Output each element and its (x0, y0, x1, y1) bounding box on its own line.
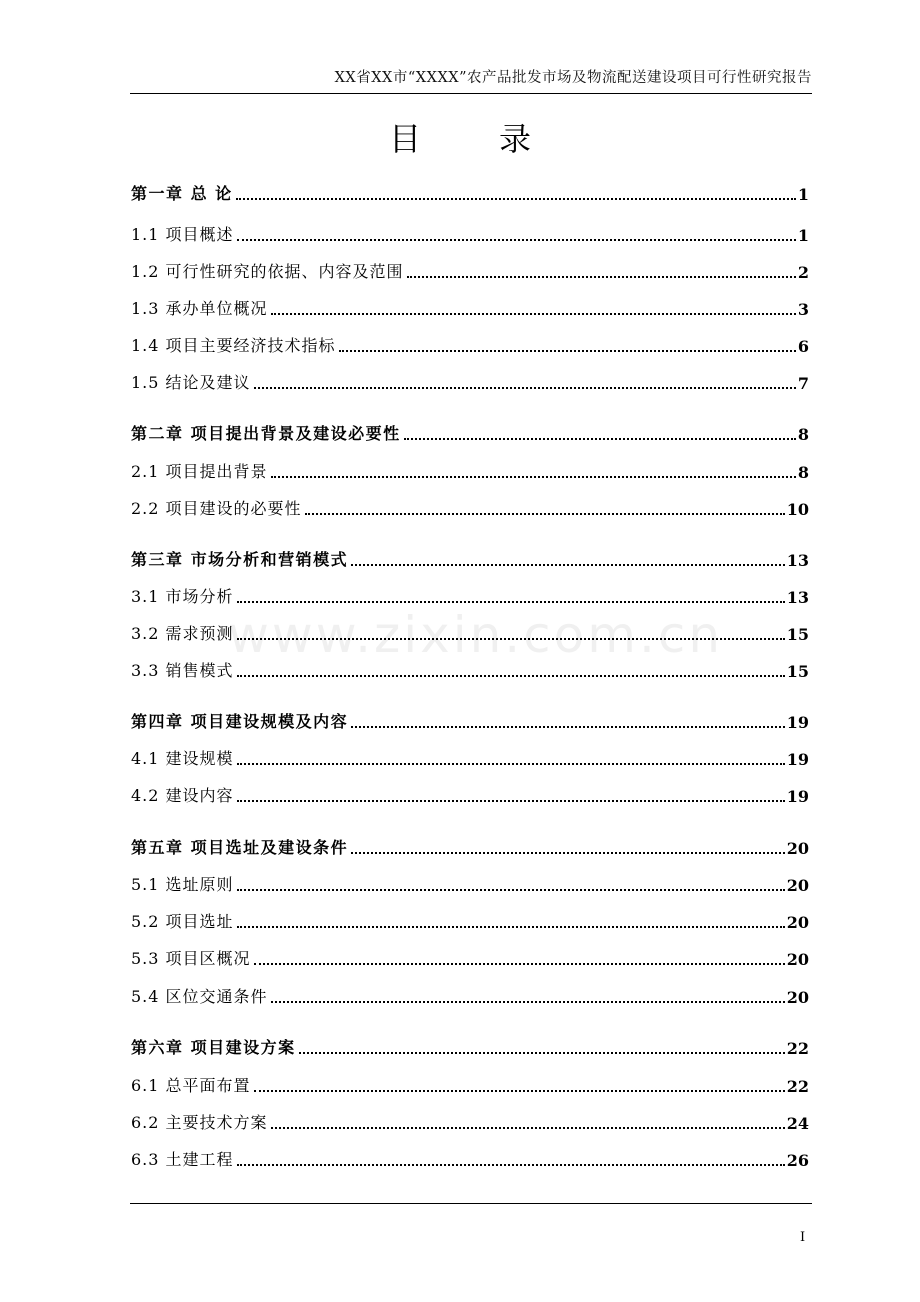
toc-page-number: 20 (786, 876, 809, 895)
toc-page-number: 19 (786, 713, 809, 732)
toc-leader-dots (237, 638, 785, 640)
toc-leader-dots (271, 476, 796, 478)
toc-chapter-entry[interactable] (131, 1034, 809, 1058)
toc-page-number: 7 (797, 374, 809, 393)
toc-section-entry[interactable] (131, 782, 809, 806)
toc-entry-label: 6.2 主要技术方案 (131, 1113, 268, 1132)
toc-page-number: 2 (797, 263, 809, 282)
toc-leader-dots (237, 601, 785, 603)
toc-page-number: 13 (786, 551, 809, 570)
toc-section-entry[interactable] (131, 295, 809, 319)
toc-leader-dots (254, 387, 796, 389)
toc-page-number: 20 (786, 839, 809, 858)
toc-entry-label: 4.2 建设内容 (131, 786, 234, 805)
toc-section-entry[interactable] (131, 620, 809, 644)
toc-page-number: 24 (786, 1114, 809, 1133)
toc-entry-label: 3.3 销售模式 (131, 661, 234, 680)
toc-section-entry[interactable] (131, 1109, 809, 1133)
toc-leader-dots (237, 763, 785, 765)
toc-page-number: 26 (786, 1151, 809, 1170)
toc-section-entry[interactable] (131, 871, 809, 895)
toc-leader-dots (404, 438, 796, 440)
toc-section-entry[interactable] (131, 221, 809, 245)
toc-section-entry[interactable] (131, 1146, 809, 1170)
page-number: I (800, 1230, 806, 1245)
toc-section-entry[interactable] (131, 369, 809, 393)
toc-entry-label: 5.2 项目选址 (131, 912, 234, 931)
toc-entry-label: 5.1 选址原则 (131, 875, 234, 894)
toc-entry-label: 第六章 项目建设方案 (131, 1038, 296, 1057)
toc-leader-dots (254, 963, 785, 965)
toc-chapter-entry[interactable] (131, 708, 809, 732)
toc-section-entry[interactable] (131, 495, 809, 519)
toc-entry-label: 第二章 项目提出背景及建设必要性 (131, 424, 401, 443)
toc-section-entry[interactable] (131, 945, 809, 969)
toc-section-entry[interactable] (131, 657, 809, 681)
footer-rule (130, 1203, 812, 1204)
watermark: www.zixin.com.cn (228, 606, 724, 664)
toc-leader-dots (407, 276, 796, 278)
toc-entry-label: 1.2 可行性研究的依据、内容及范围 (131, 262, 404, 281)
toc-leader-dots (237, 239, 796, 241)
toc-leader-dots (237, 675, 785, 677)
toc-section-entry[interactable] (131, 983, 809, 1007)
toc-leader-dots (271, 1127, 785, 1129)
toc-chapter-entry[interactable] (131, 834, 809, 858)
toc-page-number: 19 (786, 787, 809, 806)
header-rule (130, 93, 812, 94)
toc-section-entry[interactable] (131, 583, 809, 607)
toc-page-number: 15 (786, 625, 809, 644)
toc-page-number: 19 (786, 750, 809, 769)
toc-page-number: 8 (797, 463, 809, 482)
toc-leader-dots (236, 198, 796, 200)
running-header: XX省XX市“XXXX”农产品批发市场及物流配送建设项目可行性研究报告 (334, 70, 812, 86)
toc-leader-dots (351, 726, 785, 728)
toc-entry-label: 1.4 项目主要经济技术指标 (131, 336, 336, 355)
toc-entry-label: 5.3 项目区概况 (131, 949, 251, 968)
toc-entry-label: 1.1 项目概述 (131, 225, 234, 244)
toc-chapter-entry[interactable] (131, 546, 809, 570)
page-title: 目录 (388, 120, 609, 158)
toc-leader-dots (237, 889, 785, 891)
toc-section-entry[interactable] (131, 332, 809, 356)
toc-section-entry[interactable] (131, 908, 809, 932)
toc-leader-dots (299, 1052, 785, 1054)
toc-page-number: 15 (786, 662, 809, 681)
toc-page-number: 20 (786, 950, 809, 969)
toc-leader-dots (305, 513, 785, 515)
toc-section-entry[interactable] (131, 745, 809, 769)
toc-entry-label: 2.1 项目提出背景 (131, 462, 268, 481)
toc-leader-dots (237, 926, 785, 928)
toc-page-number: 20 (786, 988, 809, 1007)
toc-page-number: 22 (786, 1077, 809, 1096)
toc-entry-label: 第四章 项目建设规模及内容 (131, 712, 349, 731)
toc-entry-label: 5.4 区位交通条件 (131, 987, 268, 1006)
toc-leader-dots (271, 1001, 785, 1003)
toc-entry-label: 3.1 市场分析 (131, 587, 234, 606)
toc-page-number: 6 (797, 337, 809, 356)
toc-chapter-entry[interactable] (131, 420, 809, 444)
toc-page-number: 1 (797, 185, 809, 204)
toc-page-number: 22 (786, 1039, 809, 1058)
toc-page-number: 13 (786, 588, 809, 607)
toc-entry-label: 1.5 结论及建议 (131, 373, 251, 392)
toc-leader-dots (254, 1090, 785, 1092)
toc-entry-label: 6.3 土建工程 (131, 1150, 234, 1169)
toc-entry-label: 第五章 项目选址及建设条件 (131, 838, 349, 857)
toc-leader-dots (237, 800, 785, 802)
toc-entry-label: 4.1 建设规模 (131, 749, 234, 768)
toc-page-number: 8 (797, 425, 809, 444)
toc-leader-dots (271, 313, 796, 315)
toc-entry-label: 3.2 需求预测 (131, 624, 234, 643)
toc-leader-dots (351, 852, 785, 854)
toc-page-number: 20 (786, 913, 809, 932)
toc-page-number: 10 (786, 500, 809, 519)
toc-section-entry[interactable] (131, 458, 809, 482)
toc-leader-dots (351, 564, 785, 566)
toc-leader-dots (237, 1164, 785, 1166)
toc-page-number: 1 (797, 226, 809, 245)
toc-entry-label: 第一章 总 论 (131, 184, 233, 203)
toc-entry-label: 1.3 承办单位概况 (131, 299, 268, 318)
toc-entry-label: 6.1 总平面布置 (131, 1076, 251, 1095)
toc-entry-label: 第三章 市场分析和营销模式 (131, 550, 349, 569)
toc-leader-dots (339, 350, 796, 352)
toc-page-number: 3 (797, 300, 809, 319)
toc-section-entry[interactable] (131, 258, 809, 282)
toc-chapter-entry[interactable] (131, 180, 809, 204)
toc-section-entry[interactable] (131, 1072, 809, 1096)
toc-entry-label: 2.2 项目建设的必要性 (131, 499, 302, 518)
